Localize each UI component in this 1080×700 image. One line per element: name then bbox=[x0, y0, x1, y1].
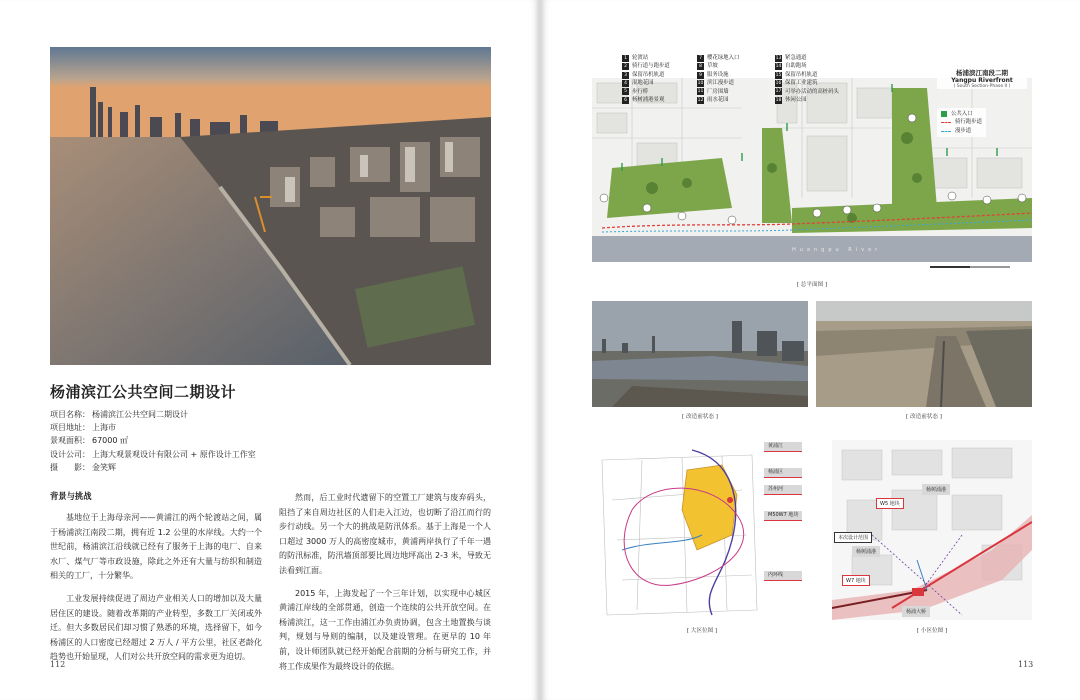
plan-title-cn: 杨浦滨江南段二期 bbox=[956, 69, 1008, 77]
before-photo-1 bbox=[592, 301, 808, 407]
regional-location-map bbox=[592, 440, 812, 620]
map-label: 内环线 bbox=[764, 571, 802, 581]
legend-item: 13 紧急通道 bbox=[775, 55, 807, 61]
caption-regional-map: [ 大区位图 ] bbox=[686, 628, 718, 634]
legend-item: 漫步道 bbox=[941, 127, 982, 135]
map-label: 苏州河 bbox=[764, 485, 802, 495]
legend-item: 9 服务设施 bbox=[697, 71, 739, 79]
bike-route-icon bbox=[941, 122, 951, 123]
plan-title-block bbox=[937, 68, 1027, 89]
site-map-drawing bbox=[832, 440, 1032, 620]
regional-map-labels bbox=[764, 442, 802, 581]
paragraph: 基地位于上海母亲河——黄浦江的两个轮渡站之间，属于杨浦滨江南段二期，拥有近 1.2 公里的水岸线。大约一个世纪前，杨浦滨江沿线就已经有了服务于上海的电厂、自来水厂、煤气厂等市政设施，除此之外还有大量与纺织和制造相关的工厂，十分繁华。 bbox=[50, 513, 262, 581]
project-meta bbox=[50, 408, 256, 474]
map-label: 本次设计范围 bbox=[834, 532, 872, 543]
map-label: 杨浦大桥 bbox=[902, 606, 930, 617]
legend-item: 5 步行桥 bbox=[622, 88, 670, 96]
legend-item: 1 轮渡站 bbox=[622, 54, 670, 62]
site-location-map bbox=[832, 440, 1032, 620]
legend-item: 骑行跑步道 bbox=[941, 118, 982, 126]
map-label: 杨浦区 bbox=[764, 468, 802, 478]
meta-row: 摄 影： 金笑辉 bbox=[50, 462, 116, 472]
legend-item: 8 草坡 bbox=[697, 62, 739, 70]
paragraph: 2015 年，上海发起了一个三年计划，以实现中心城区黄浦江岸线的全部贯通，创造一个连续的公共开放空间。在杨浦滨江，这一工作由浦江办负责协调，包含土地置换与谈判，规划与导则的编制，以及建设管理。在更早的 10 年前，设计师团队就已经开始配合前期的分析与研究工作，并将工作成果作为最终设计的依据。 bbox=[279, 588, 491, 671]
section-heading: 背景与挑战 bbox=[50, 491, 92, 501]
before-photo-2-illustration bbox=[816, 301, 1032, 407]
legend-item: 6 杨树浦港景观 bbox=[622, 96, 670, 104]
legend-item: 3 保留吊机轨道 bbox=[622, 71, 670, 79]
legend-item: 2 骑行道与跑步道 bbox=[622, 62, 670, 70]
before-photo-1-illustration bbox=[592, 301, 808, 407]
legend-item: 18 休闲公园 bbox=[775, 97, 807, 104]
plan-legend-col3 bbox=[775, 54, 839, 104]
plan-legend-col1 bbox=[622, 54, 670, 104]
map-label: 杨树浦港 bbox=[852, 546, 880, 557]
legend-item: 公共入口 bbox=[941, 110, 982, 118]
master-plan bbox=[592, 48, 1032, 274]
body-column-2 bbox=[279, 491, 491, 682]
legend-item: 12 雨水花园 bbox=[697, 97, 729, 104]
legend-item: 14 自助跑场 bbox=[775, 63, 807, 70]
map-label: 黄浦江 bbox=[764, 442, 802, 452]
caption-site-map: [ 小区位图 ] bbox=[916, 628, 948, 634]
aerial-photo bbox=[50, 47, 491, 365]
plan-title-en: Yangpu Riverfront bbox=[951, 77, 1013, 84]
paragraph: 然而，后工业时代遗留下的空置工厂建筑与废弃码头，阻挡了来自周边社区的人们走入江边，也切断了沿江而行的步行动线。另一个大的挑战是防汛体系。基于上海是一个人口超过 3000 万人的高密度城市，黄浦两岸执行了千年一遇的防汛标准，防汛墙顶部要比周边地坪高出 2-3 米，导致无法看到江面。 bbox=[279, 493, 491, 575]
before-photo-2 bbox=[816, 301, 1032, 407]
aerial-city-illustration bbox=[50, 47, 491, 365]
page-number-left: 112 bbox=[50, 660, 66, 669]
map-label: W7 地块 bbox=[842, 575, 870, 586]
meta-row: 景观面积： 67000 ㎡ bbox=[50, 436, 128, 446]
page-number-right: 113 bbox=[1018, 660, 1034, 669]
river-label: Huangpu River bbox=[792, 247, 882, 253]
legend-item: 7 樱花绿地入口 bbox=[697, 54, 739, 62]
route-legend bbox=[937, 108, 986, 137]
walk-route-icon bbox=[941, 131, 951, 132]
caption-before-1: [ 改造前状态 ] bbox=[682, 414, 718, 420]
meta-row: 设计公司： 上海大观景观设计有限公司 + 原作设计工作室 bbox=[50, 449, 256, 459]
map-label: 杨树浦港 bbox=[922, 484, 950, 495]
legend-item: 10 滨江漫步道 bbox=[697, 80, 734, 87]
legend-item: 4 湿地花园 bbox=[622, 79, 670, 87]
map-label: M50W7 地块 bbox=[764, 511, 802, 521]
plan-legend-col2 bbox=[697, 54, 739, 104]
legend-item: 11 厂房围墙 bbox=[697, 88, 729, 95]
legend-item: 16 保留工业建筑 bbox=[775, 80, 818, 87]
body-column-1 bbox=[50, 511, 262, 673]
legend-item: 15 保留吊机轨道 bbox=[775, 71, 818, 78]
plan-subtitle-en: ( South Section-Phase II ) bbox=[953, 84, 1011, 89]
meta-row: 项目名称： 杨浦滨江公共空间二期设计 bbox=[50, 410, 188, 419]
caption-master-plan: [ 总平面图 ] bbox=[796, 282, 828, 288]
legend-item: 17 可举办活动的高桩码头 bbox=[775, 88, 839, 95]
meta-row: 项目地址： 上海市 bbox=[50, 423, 116, 433]
public-entrance-icon bbox=[941, 111, 947, 117]
paragraph: 工业发展持续促进了周边产业相关人口的增加以及大量居住区的建设。随着改革期的产业转型，多数工厂关闭或外迁。但大多数居民们却习惯了熟悉的环境，选择留下，如今杨浦区的人口密度已经超过 2 万人 / 平方公里，社区老龄化趋势也开始显现，人们对公共开放空间的需求更为迫切。 bbox=[50, 593, 262, 662]
map-label: W5 地块 bbox=[876, 498, 904, 509]
caption-before-2: [ 改造前状态 ] bbox=[906, 414, 942, 420]
article-title: 杨浦滨江公共空间二期设计 bbox=[50, 383, 237, 401]
